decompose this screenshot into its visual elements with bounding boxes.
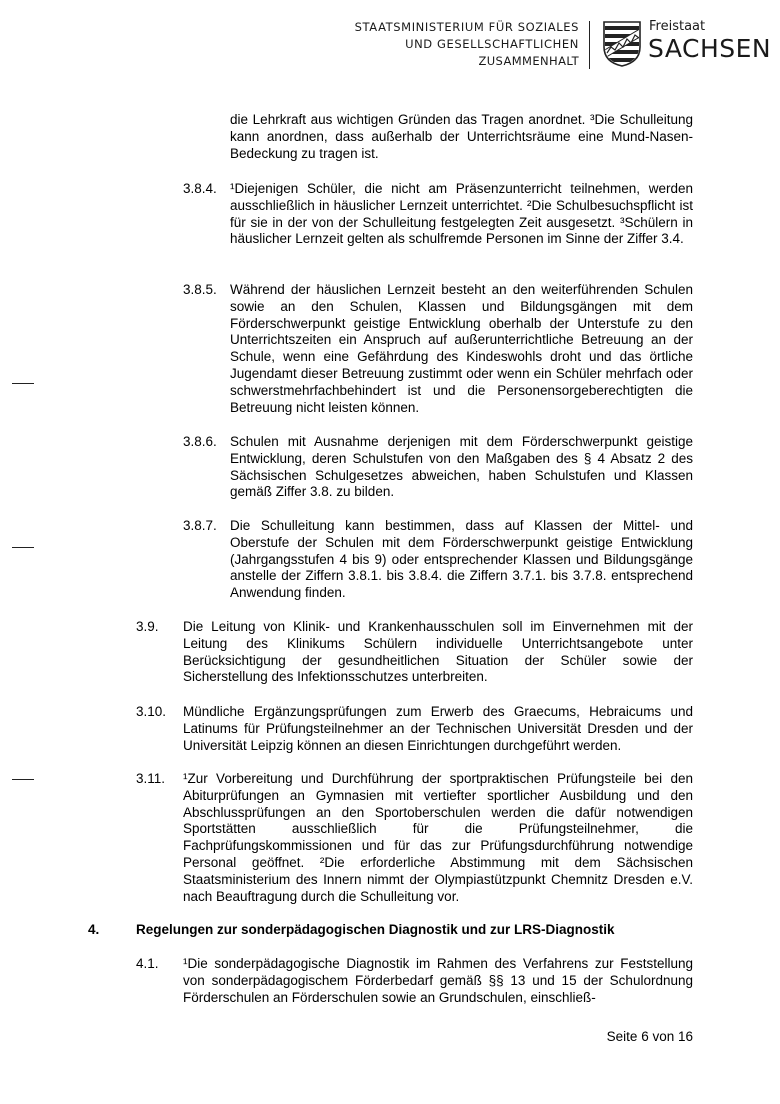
section-text: ¹Zur Vorbereitung und Durchführung der sportpraktischen Prüfungsteile bei den Abiturprüfungen an Gymnasien mit vertiefter sportlicher Ausbildung und den Abschlussprüfungen an den Sportoberschulen werden die dafür notwendigen Sportstätten ausschließlich für die Prüfungsteilnehmer, die Fachprüfungskommissionen und für das zur Prüfungsdurchführung notwendige Personal geöffnet. ²Die erforderliche Abstimmung mit dem Sächsischen Staatsministerium des Innern nimmt der Olympiastützpunkt Chemnitz Dresden e.V. nach Beauftragung durch die Schulleitung vor. bbox=[183, 771, 693, 904]
section-text: Mündliche Ergänzungsprüfungen zum Erwerb des Graecums, Hebraicums und Latinums für Prüfungsteilnehmer an der Technischen Universität Dresden und der Universität Leipzig können an diesen Einrichtungen durchgeführt werden. bbox=[183, 704, 693, 753]
section-number: 3.8.5. bbox=[183, 282, 217, 297]
section-text: ¹Die sonderpädagogische Diagnostik im Rahmen des Verfahrens zur Feststellung von sonderpädagogischem Förderbedarf gemäß §§ 13 und 15 der Schulordnung Förderschulen an Förderschulen sowie an Grundschulen, einschließ- bbox=[183, 956, 693, 1005]
ministry-line-3: ZUSAMMENHALT bbox=[478, 54, 579, 68]
brand-large: SACHSEN bbox=[648, 34, 772, 63]
letterhead bbox=[0, 16, 780, 76]
section-text: Während der häuslichen Lernzeit besteht an den weiterführenden Schulen sowie an den Schulen, Klassen und Bildungsgängen mit dem Förderschwerpunkt geistige Entwicklung oberhalb der Unterstufe zu den Unterrichtszeiten ein Anspruch auf außerunterrichtliche Betreuung an der Schule, wenn eine Gefährdung des Kindeswohls droht und das örtliche Jugendamt dieser Betreuung zustimmt oder wenn ein Schüler mehrfach oder schwerstmehrfachbehindert ist und die Personensorgeberechtigten die Betreuung nicht leisten können. bbox=[230, 282, 693, 415]
section-text: die Lehrkraft aus wichtigen Gründen das Tragen anordnet. ³Die Schulleitung kann anordnen, dass außerhalb der Unterrichtsräume eine Mund-Nasen-Bedeckung zu tragen ist. bbox=[230, 112, 693, 161]
saxony-coat-of-arms-icon bbox=[603, 21, 641, 67]
page-number: Seite 6 von 16 bbox=[606, 1029, 693, 1044]
section-heading-text: Regelungen zur sonderpädagogischen Diagnostik und zur LRS-Diagnostik bbox=[136, 922, 615, 937]
section-text: Die Leitung von Klinik- und Krankenhausschulen soll im Einvernehmen mit der Leitung des Klinikums Schülern individuelle Unterrichtsangebote unter Berücksichtigung der gesundheitlichen Situation der Schüler sowie der Sicherstellung des Infektionsschutzes unterbreiten. bbox=[183, 619, 693, 685]
section-number: 4.1. bbox=[136, 956, 159, 971]
ministry-line-1: STAATSMINISTERIUM FÜR SOZIALES bbox=[354, 20, 579, 34]
section-text: ¹Diejenigen Schüler, die nicht am Präsenzunterricht teilnehmen, werden ausschließlich in häuslicher Lernzeit unterrichtet. ²Die Schulbesuchspflicht ist für sie in der von der Schulleitung festgelegten Zeit ausgesetzt. ³Schülern in häuslicher Lernzeit gelten als schulfremde Personen im Sinne der Ziffer 3.4. bbox=[230, 181, 693, 247]
header-divider bbox=[589, 21, 590, 69]
section-number: 3.9. bbox=[136, 619, 159, 634]
brand-small: Freistaat bbox=[649, 19, 706, 34]
section-text: Die Schulleitung kann bestimmen, dass auf Klassen der Mittel- und Oberstufe der Schulen mit dem Förderschwerpunkt geistige Entwicklung (Jahrgangsstufen 4 bis 9) oder entsprechender Klassen und Bildungsgänge anstelle der Ziffern 3.8.1. bis 3.8.4. die Ziffern 3.7.1. bis 3.7.8. entsprechend Anwendung finden. bbox=[230, 518, 693, 601]
section-number: 3.11. bbox=[136, 771, 166, 786]
section-number: 3.8.6. bbox=[183, 434, 217, 449]
section-number: 3.8.4. bbox=[183, 181, 217, 196]
margin-line-mark bbox=[12, 383, 34, 384]
margin-line-mark bbox=[12, 779, 34, 780]
section-number: 3.10. bbox=[136, 704, 167, 719]
section-number: 4. bbox=[88, 922, 100, 937]
ministry-name bbox=[355, 19, 579, 70]
margin-line-mark bbox=[12, 547, 34, 548]
section-number: 3.8.7. bbox=[183, 518, 217, 533]
section-text: Schulen mit Ausnahme derjenigen mit dem Förderschwerpunkt geistige Entwicklung, deren Schulstufen von den Maßgaben des § 4 Absatz 2 des Sächsischen Schulgesetzes abweichen, haben Schulstufen und Klassen gemäß Ziffer 3.8. zu bilden. bbox=[230, 434, 693, 500]
ministry-line-2: UND GESELLSCHAFTLICHEN bbox=[405, 37, 579, 51]
